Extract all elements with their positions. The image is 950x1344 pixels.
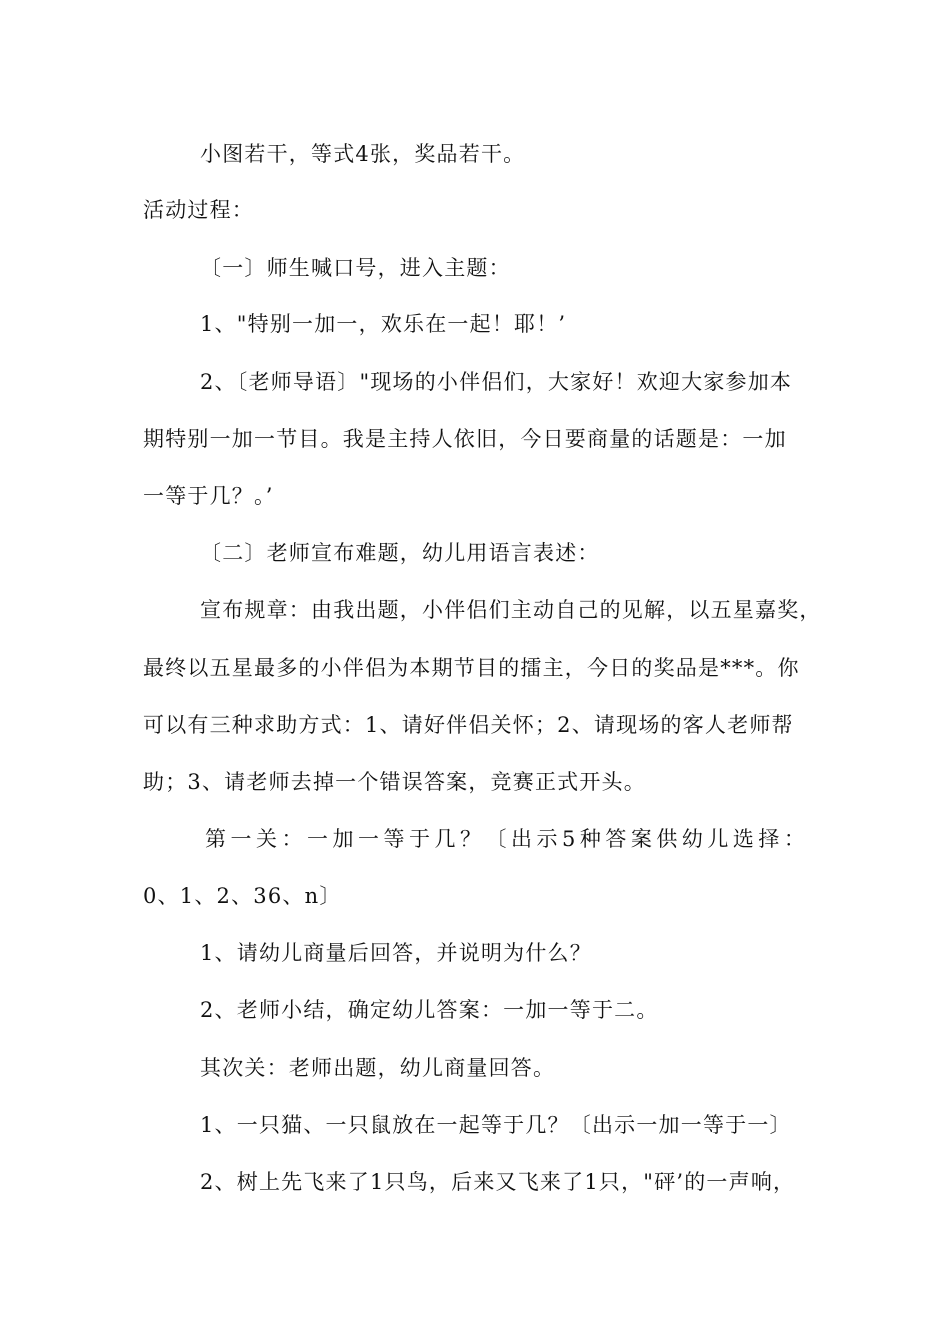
section-heading-1: 〔一〕师生喊口号，进入主题： [200, 256, 511, 280]
paragraph-line: 一等于几？。’ [143, 484, 274, 508]
paragraph-rules: 宣布规章：由我出题，小伴侣们主动自己的见解，以五星嘉奖， [200, 598, 822, 622]
list-item: 1、一只猫、一只鼠放在一起等于几？〔出示一加一等于一〕 [200, 1113, 792, 1137]
list-item: 1、"特别一加一，欢乐在一起！耶！’ [200, 312, 567, 336]
paragraph-line: 期特别一加一节目。我是主持人依旧，今日要商量的话题是：一加 [143, 427, 787, 451]
paragraph-line: 最终以五星最多的小伴侣为本期节目的擂主，今日的奖品是***。你 [143, 656, 800, 680]
list-item: 1、请幼儿商量后回答，并说明为什么？ [200, 941, 592, 965]
paragraph-materials: 小图若干，等式4张，奖品若干。 [200, 142, 526, 166]
list-item: 2、树上先飞来了1只鸟，后来又飞来了1只，"砰’的一声响， [200, 1170, 796, 1194]
answer-options: 0、1、2、36、n〕 [143, 884, 342, 908]
level-two-heading: 其次关：老师出题，幼儿商量回答。 [200, 1056, 556, 1080]
paragraph-line: 可以有三种求助方式：1、请好伴侣关怀；2、请现场的客人老师帮 [143, 713, 794, 737]
heading-activity-process: 活动过程： [143, 198, 254, 222]
section-heading-2: 〔二〕老师宣布难题，幼儿用语言表述： [200, 541, 600, 565]
paragraph-line: 助；3、请老师去掉一个错误答案，竞赛正式开头。 [143, 770, 646, 794]
level-one-heading: 第一关：一加一等于几？〔出示5种答案供幼儿选择： [205, 827, 810, 851]
list-item: 2、〔老师导语〕"现场的小伴侣们，大家好！欢迎大家参加本 [200, 370, 793, 394]
list-item: 2、老师小结，确定幼儿答案：一加一等于二。 [200, 998, 659, 1022]
